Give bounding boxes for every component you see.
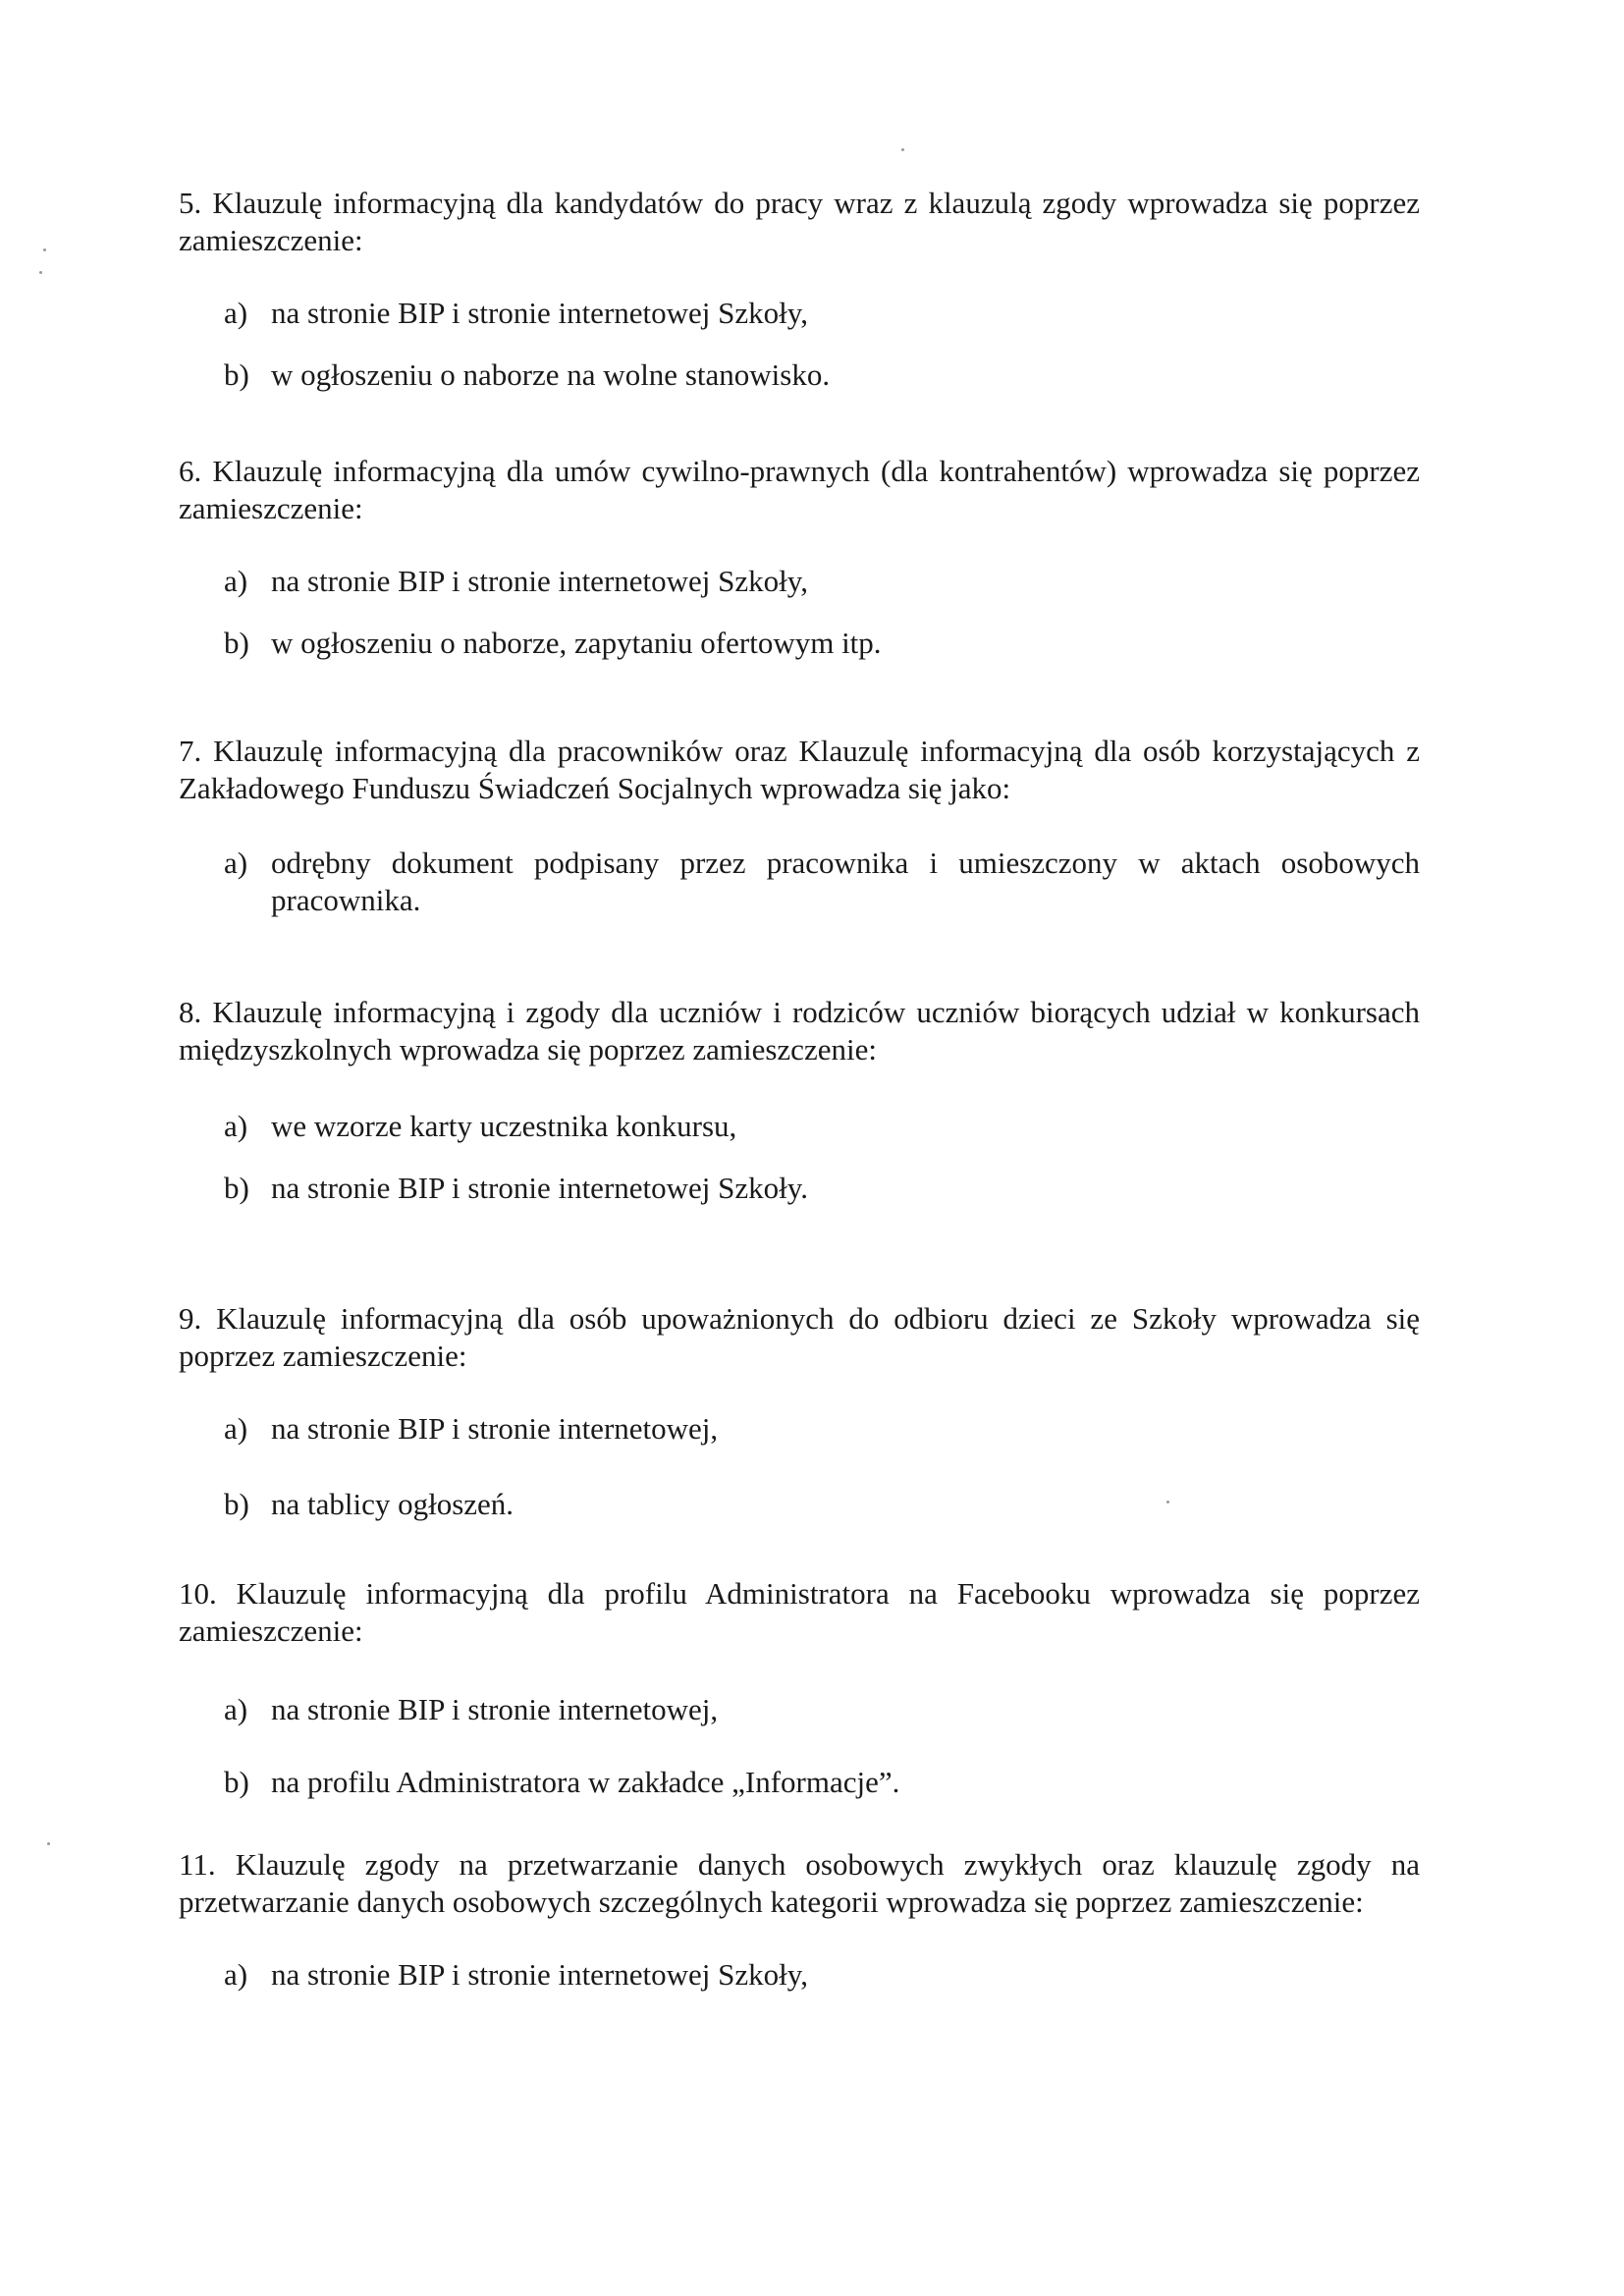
clause-section-5	[179, 185, 1420, 394]
section-text: Klauzulę informacyjną dla profilu Administratora na Facebooku wprowadza się poprzez zamieszczenie:	[179, 1576, 1420, 1648]
item-marker: a)	[224, 1109, 248, 1143]
item-marker: a)	[224, 1411, 248, 1446]
clause-section-8	[179, 994, 1420, 1207]
section-text: Klauzulę informacyjną dla osób upoważnionych do odbioru dzieci ze Szkoły wprowadza się poprzez zamieszczenie:	[179, 1301, 1420, 1373]
list-item	[224, 295, 1420, 332]
section-number: 6.	[179, 454, 202, 488]
clause-section-7	[179, 733, 1420, 919]
section-number: 8.	[179, 995, 202, 1029]
scan-speck	[39, 271, 42, 274]
item-text: na tablicy ogłoszeń.	[271, 1487, 514, 1521]
section-intro	[179, 1846, 1420, 1921]
clause-section-9	[179, 1300, 1420, 1523]
item-marker: b)	[224, 626, 249, 660]
list-item	[224, 1956, 1420, 1994]
clause-section-10	[179, 1575, 1420, 1801]
section-text: Klauzulę informacyjną dla pracowników oraz Klauzulę informacyjną dla osób korzystających z Zakładowego Funduszu Świadczeń Socjalnych wprowadza się jako:	[179, 734, 1421, 805]
scan-speck	[47, 1842, 50, 1845]
list-item	[224, 1486, 1420, 1523]
item-marker: a)	[224, 296, 248, 330]
item-text: na stronie BIP i stronie internetowej Szkoły,	[271, 564, 808, 598]
item-marker: b)	[224, 357, 249, 392]
section-text: Klauzulę zgody na przetwarzanie danych osobowych zwykłych oraz klauzulę zgody na przetwarzanie danych osobowych szczególnych kategorii wprowadza się poprzez zamieszczenie:	[179, 1847, 1421, 1919]
clause-section-11	[179, 1846, 1420, 1994]
clause-section-6	[179, 453, 1420, 662]
section-text: Klauzulę informacyjną dla kandydatów do pracy wraz z klauzulą zgody wprowadza się poprzez zamieszczenie:	[179, 186, 1420, 257]
section-intro	[179, 453, 1420, 527]
section-number: 11.	[179, 1847, 216, 1882]
item-text: we wzorze karty uczestnika konkursu,	[271, 1109, 737, 1143]
list-item	[224, 563, 1420, 600]
item-marker: a)	[224, 1957, 248, 1992]
list-item	[224, 1691, 1420, 1728]
list-item	[224, 356, 1420, 394]
section-intro	[179, 1575, 1420, 1650]
list-item	[224, 1108, 1420, 1145]
item-text: odrębny dokument podpisany przez pracownika i umieszczony w aktach osobowych pracownika.	[271, 846, 1420, 917]
section-number: 10.	[179, 1576, 217, 1611]
list-item	[224, 1764, 1420, 1801]
item-marker: a)	[224, 1692, 248, 1726]
section-intro	[179, 1300, 1420, 1375]
item-marker: b)	[224, 1171, 249, 1205]
list-item	[224, 845, 1420, 919]
item-text: w ogłoszeniu o naborze, zapytaniu ofertowym itp.	[271, 626, 882, 660]
list-item	[224, 1170, 1420, 1207]
scan-speck	[43, 248, 46, 251]
item-text: na stronie BIP i stronie internetowej Szkoły.	[271, 1171, 808, 1205]
item-text: na stronie BIP i stronie internetowej Szkoły,	[271, 1957, 808, 1992]
section-intro	[179, 994, 1420, 1068]
section-number: 7.	[179, 734, 202, 768]
item-text: na stronie BIP i stronie internetowej,	[271, 1411, 719, 1446]
list-item	[224, 1410, 1420, 1448]
section-intro	[179, 733, 1420, 807]
section-number: 5.	[179, 186, 202, 220]
item-marker: a)	[224, 846, 248, 880]
item-marker: b)	[224, 1765, 249, 1799]
item-marker: a)	[224, 564, 248, 598]
list-item	[224, 625, 1420, 662]
scan-speck	[1166, 1501, 1169, 1503]
section-text: Klauzulę informacyjną dla umów cywilno-prawnych (dla kontrahentów) wprowadza się poprzez zamieszczenie:	[179, 454, 1420, 525]
section-intro	[179, 185, 1420, 259]
item-text: na stronie BIP i stronie internetowej,	[271, 1692, 719, 1726]
item-marker: b)	[224, 1487, 249, 1521]
section-number: 9.	[179, 1301, 202, 1336]
section-text: Klauzulę informacyjną i zgody dla uczniów i rodziców uczniów biorących udział w konkursach międzyszkolnych wprowadza się poprzez zamieszczenie:	[179, 995, 1421, 1066]
scan-speck	[901, 148, 904, 151]
item-text: na stronie BIP i stronie internetowej Szkoły,	[271, 296, 808, 330]
item-text: na profilu Administratora w zakładce „Informacje”.	[271, 1765, 900, 1799]
item-text: w ogłoszeniu o naborze na wolne stanowisko.	[271, 357, 831, 392]
